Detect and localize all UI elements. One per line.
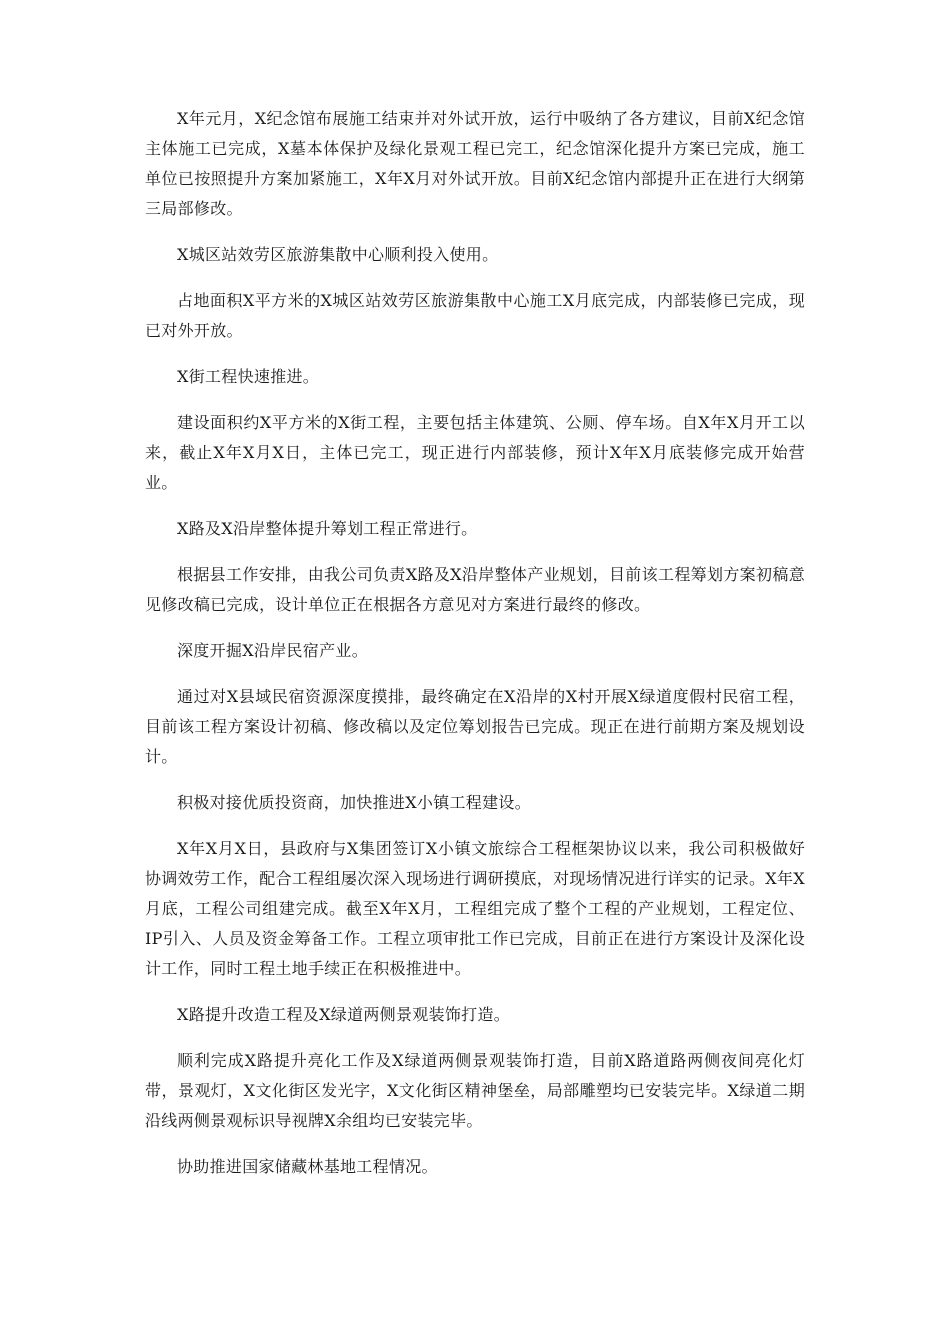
paragraph: 顺利完成X路提升亮化工作及X绿道两侧景观装饰打造，目前X路道路两侧夜间亮化灯带，景观灯，X文化街区发光字，X文化街区精神堡垒，局部雕塑均已安装完毕。X绿道二期沿线两侧景观标识导视牌X余组均已安装完毕。 — [145, 1051, 805, 1130]
paragraph: 建设面积约X平方米的X街工程，主要包括主体建筑、公厕、停车场。自X年X月开工以来，截止X年X月X日，主体已完工，现正进行内部装修，预计X年X月底装修完成开始营业。 — [145, 413, 805, 492]
paragraph: X年元月，X纪念馆布展施工结束并对外试开放，运行中吸纳了各方建议，目前X纪念馆主体施工已完成，X墓本体保护及绿化景观工程已完工，纪念馆深化提升方案已完成，施工单位已按照提升方案加紧施工，X年X月对外试开放。目前X纪念馆内部提升正在进行大纲第三局部修改。 — [145, 109, 805, 218]
paragraph: 根据县工作安排，由我公司负责X路及X沿岸整体产业规划，目前该工程筹划方案初稿意见修改稿已完成，设计单位正在根据各方意见对方案进行最终的修改。 — [145, 565, 805, 614]
paragraph: 通过对X县域民宿资源深度摸排，最终确定在X沿岸的X村开展X绿道度假村民宿工程，目前该工程方案设计初稿、修改稿以及定位筹划报告已完成。现正在进行前期方案及规划设计。 — [145, 687, 805, 766]
paragraph-heading: X街工程快速推进。 — [177, 367, 320, 386]
paragraph-heading: 积极对接优质投资商，加快推进X小镇工程建设。 — [177, 793, 531, 812]
paragraph: 占地面积X平方米的X城区站效劳区旅游集散中心施工X月底完成，内部装修已完成，现已对外开放。 — [145, 291, 805, 340]
paragraph-heading: 协助推进国家储藏林基地工程情况。 — [177, 1157, 438, 1176]
paragraph-heading: X路提升改造工程及X绿道两侧景观装饰打造。 — [177, 1005, 511, 1024]
document-body — [145, 104, 805, 1198]
paragraph-heading: X路及X沿岸整体提升筹划工程正常进行。 — [177, 519, 478, 538]
paragraph-heading: X城区站效劳区旅游集散中心顺利投入使用。 — [177, 245, 499, 264]
paragraph-heading: 深度开掘X沿岸民宿产业。 — [177, 641, 368, 660]
paragraph: X年X月X日，县政府与X集团签订X小镇文旅综合工程框架协议以来，我公司积极做好协调效劳工作，配合工程组屡次深入现场进行调研摸底，对现场情况进行详实的记录。X年X月底，工程公司组建完成。截至X年X月，工程组完成了整个工程的产业规划，工程定位、IP引入、人员及资金筹备工作。工程立项审批工作已完成，目前正在进行方案设计及深化设计工作，同时工程土地手续正在积极推进中。 — [145, 839, 805, 978]
